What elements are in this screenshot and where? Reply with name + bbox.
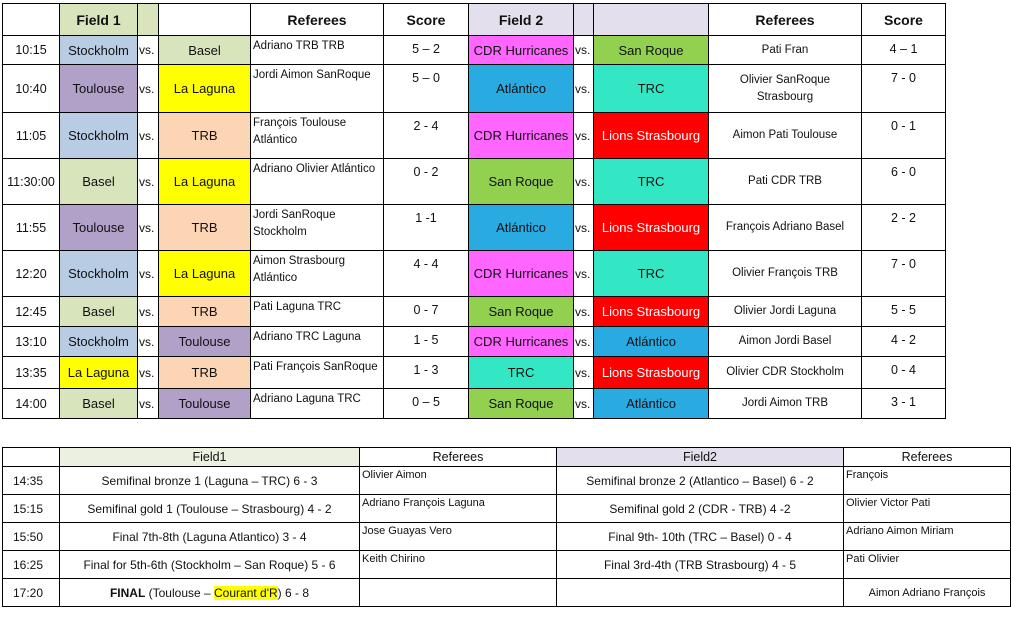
finals-row bbox=[3, 523, 1011, 551]
referees-cell: Pati Fran bbox=[709, 36, 862, 65]
table-row bbox=[3, 357, 946, 389]
referees-cell: François Toulouse Atlántico bbox=[251, 113, 384, 159]
match-time: 14:00 bbox=[3, 389, 60, 419]
score-cell: 7 - 0 bbox=[862, 251, 946, 297]
header-referees2: Referees bbox=[709, 4, 862, 36]
final-match-cell bbox=[60, 579, 360, 607]
team-cell: Atlántico bbox=[469, 205, 574, 251]
vs-label: vs. bbox=[574, 251, 594, 297]
team-cell: Toulouse bbox=[60, 65, 138, 113]
referees-cell: Pati CDR TRB bbox=[709, 159, 862, 205]
vs-label: vs. bbox=[138, 159, 159, 205]
vs-label: vs. bbox=[574, 65, 594, 113]
vs-label: vs. bbox=[574, 297, 594, 327]
referees-cell: Jordi SanRoque Stockholm bbox=[251, 205, 384, 251]
table-row bbox=[3, 159, 946, 205]
score-cell: 5 – 2 bbox=[384, 36, 469, 65]
referees-cell: François bbox=[844, 467, 1011, 495]
referees-cell: Aimon Adriano François bbox=[844, 579, 1011, 607]
header-score1: Score bbox=[384, 4, 469, 36]
table-row bbox=[3, 205, 946, 251]
team-cell: Toulouse bbox=[60, 205, 138, 251]
match-cell: Final 7th-8th (Laguna Atlantico) 3 - 4 bbox=[60, 523, 360, 551]
match-cell: Semifinal bronze 2 (Atlantico – Basel) 6 - 2 bbox=[557, 467, 844, 495]
vs-label: vs. bbox=[138, 357, 159, 389]
team-cell: TRB bbox=[159, 113, 251, 159]
team-cell: CDR Hurricanes bbox=[469, 36, 574, 65]
vs-label: vs. bbox=[574, 327, 594, 357]
team-cell: Atlántico bbox=[594, 327, 709, 357]
header-field2: Field 2 bbox=[469, 4, 574, 36]
team-cell: Toulouse bbox=[159, 327, 251, 357]
referees-cell: Adriano TRC Laguna bbox=[251, 327, 384, 357]
match-cell: Semifinal gold 2 (CDR - TRB) 4 -2 bbox=[557, 495, 844, 523]
vs-label: vs. bbox=[574, 36, 594, 65]
table-row bbox=[3, 389, 946, 419]
team-cell: Lions Strasbourg bbox=[594, 297, 709, 327]
match-time: 11:05 bbox=[3, 113, 60, 159]
final-teams-open: (Toulouse – bbox=[145, 585, 215, 600]
vs-label: vs. bbox=[138, 65, 159, 113]
table-header-row bbox=[3, 4, 946, 36]
team-cell: TRB bbox=[159, 357, 251, 389]
team-cell: TRC bbox=[594, 159, 709, 205]
referees-cell: Keith Chirino bbox=[360, 551, 557, 579]
score-cell: 0 - 1 bbox=[862, 113, 946, 159]
referees-cell: Aimon Jordi Basel bbox=[709, 327, 862, 357]
vs-label: vs. bbox=[138, 36, 159, 65]
vs-label: vs. bbox=[138, 327, 159, 357]
team-cell: Toulouse bbox=[159, 389, 251, 419]
match-time: 17:20 bbox=[3, 579, 60, 607]
match-cell: Semifinal gold 1 (Toulouse – Strasbourg) 4 - 2 bbox=[60, 495, 360, 523]
team-cell: TRC bbox=[594, 65, 709, 113]
score-cell: 4 - 4 bbox=[384, 251, 469, 297]
header-field2: Field2 bbox=[557, 448, 844, 467]
team-cell: La Laguna bbox=[159, 65, 251, 113]
header-field1: Field 1 bbox=[60, 4, 138, 36]
table-row bbox=[3, 327, 946, 357]
table-row bbox=[3, 113, 946, 159]
score-cell: 0 - 7 bbox=[384, 297, 469, 327]
match-time: 13:10 bbox=[3, 327, 60, 357]
team-cell: Atlántico bbox=[594, 389, 709, 419]
match-time: 12:45 bbox=[3, 297, 60, 327]
team-cell: Stockholm bbox=[60, 36, 138, 65]
team-cell: CDR Hurricanes bbox=[469, 113, 574, 159]
referees-cell: Olivier Aimon bbox=[360, 467, 557, 495]
header-referees2: Referees bbox=[844, 448, 1011, 467]
header-field1: Field1 bbox=[60, 448, 360, 467]
team-cell: Stockholm bbox=[60, 251, 138, 297]
score-cell: 7 - 0 bbox=[862, 65, 946, 113]
score-cell: 1 - 3 bbox=[384, 357, 469, 389]
referees-cell: Pati Olivier bbox=[844, 551, 1011, 579]
team-cell: CDR Hurricanes bbox=[469, 327, 574, 357]
table-row bbox=[3, 251, 946, 297]
referees-cell: Jose Guayas Vero bbox=[360, 523, 557, 551]
match-time: 15:15 bbox=[3, 495, 60, 523]
finals-row bbox=[3, 551, 1011, 579]
referees-cell: Aimon Strasbourg Atlántico bbox=[251, 251, 384, 297]
team-cell: Stockholm bbox=[60, 113, 138, 159]
team-cell: San Roque bbox=[469, 389, 574, 419]
finals-header-row bbox=[3, 448, 1011, 467]
score-cell: 5 – 0 bbox=[384, 65, 469, 113]
referees-cell: Pati Laguna TRC bbox=[251, 297, 384, 327]
referees-cell: Olivier CDR Stockholm bbox=[709, 357, 862, 389]
team-cell: TRC bbox=[469, 357, 574, 389]
match-cell bbox=[557, 579, 844, 607]
finals-table bbox=[2, 447, 1011, 607]
header-blank bbox=[159, 4, 251, 36]
team-cell: Lions Strasbourg bbox=[594, 113, 709, 159]
final-highlight: Courant d'R bbox=[214, 585, 278, 600]
match-time: 11:55 bbox=[3, 205, 60, 251]
team-cell: TRC bbox=[594, 251, 709, 297]
final-label: FINAL bbox=[109, 585, 146, 600]
score-cell: 3 - 1 bbox=[862, 389, 946, 419]
vs-label: vs. bbox=[574, 357, 594, 389]
group-stage-table bbox=[2, 3, 946, 419]
team-cell: TRB bbox=[159, 297, 251, 327]
header-blank bbox=[574, 4, 594, 36]
team-cell: Basel bbox=[60, 297, 138, 327]
match-time: 12:20 bbox=[3, 251, 60, 297]
vs-label: vs. bbox=[138, 389, 159, 419]
vs-label: vs. bbox=[138, 297, 159, 327]
vs-label: vs. bbox=[138, 113, 159, 159]
team-cell: TRB bbox=[159, 205, 251, 251]
match-time: 10:40 bbox=[3, 65, 60, 113]
match-time: 15:50 bbox=[3, 523, 60, 551]
header-time bbox=[3, 4, 60, 36]
team-cell: Stockholm bbox=[60, 327, 138, 357]
team-cell: La Laguna bbox=[159, 251, 251, 297]
vs-label: vs. bbox=[138, 251, 159, 297]
header-referees1: Referees bbox=[360, 448, 557, 467]
team-cell: La Laguna bbox=[60, 357, 138, 389]
team-cell: San Roque bbox=[594, 36, 709, 65]
score-cell: 1 - 5 bbox=[384, 327, 469, 357]
finals-row bbox=[3, 467, 1011, 495]
score-cell: 4 - 2 bbox=[862, 327, 946, 357]
vs-label: vs. bbox=[574, 159, 594, 205]
match-cell: Final for 5th-6th (Stockholm – San Roque) 5 - 6 bbox=[60, 551, 360, 579]
score-cell: 2 - 4 bbox=[384, 113, 469, 159]
final-teams-close: ) 6 - 8 bbox=[277, 585, 310, 600]
vs-label: vs. bbox=[574, 205, 594, 251]
header-time bbox=[3, 448, 60, 467]
match-time: 16:25 bbox=[3, 551, 60, 579]
referees-cell: Adriano Olivier Atlántico bbox=[251, 159, 384, 205]
team-cell: La Laguna bbox=[159, 159, 251, 205]
match-cell: Final 3rd-4th (TRB Strasbourg) 4 - 5 bbox=[557, 551, 844, 579]
referees-cell: Olivier Jordi Laguna bbox=[709, 297, 862, 327]
referees-cell: Aimon Pati Toulouse bbox=[709, 113, 862, 159]
final-row bbox=[3, 579, 1011, 607]
header-referees1: Referees bbox=[251, 4, 384, 36]
table-row bbox=[3, 65, 946, 113]
header-blank bbox=[594, 4, 709, 36]
referees-cell: Adriano Laguna TRC bbox=[251, 389, 384, 419]
team-cell: Lions Strasbourg bbox=[594, 205, 709, 251]
team-cell: Basel bbox=[60, 389, 138, 419]
team-cell: Atlántico bbox=[469, 65, 574, 113]
referees-cell: Adriano François Laguna bbox=[360, 495, 557, 523]
referees-cell: Adriano TRB TRB bbox=[251, 36, 384, 65]
score-cell: 0 – 5 bbox=[384, 389, 469, 419]
score-cell: 1 -1 bbox=[384, 205, 469, 251]
team-cell: CDR Hurricanes bbox=[469, 251, 574, 297]
table-row bbox=[3, 36, 946, 65]
referees-cell: François Adriano Basel bbox=[709, 205, 862, 251]
match-time: 14:35 bbox=[3, 467, 60, 495]
match-time: 13:35 bbox=[3, 357, 60, 389]
referees-cell: Jordi Aimon TRB bbox=[709, 389, 862, 419]
referees-cell: Olivier SanRoque Strasbourg bbox=[709, 65, 862, 113]
team-cell: San Roque bbox=[469, 159, 574, 205]
match-time: 11:30:00 bbox=[3, 159, 60, 205]
score-cell: 0 - 4 bbox=[862, 357, 946, 389]
vs-label: vs. bbox=[574, 389, 594, 419]
referees-cell: Jordi Aimon SanRoque bbox=[251, 65, 384, 113]
match-cell: Final 9th- 10th (TRC – Basel) 0 - 4 bbox=[557, 523, 844, 551]
table-row bbox=[3, 297, 946, 327]
team-cell: Lions Strasbourg bbox=[594, 357, 709, 389]
finals-row bbox=[3, 495, 1011, 523]
match-cell: Semifinal bronze 1 (Laguna – TRC) 6 - 3 bbox=[60, 467, 360, 495]
referees-cell: Olivier François TRB bbox=[709, 251, 862, 297]
match-time: 10:15 bbox=[3, 36, 60, 65]
referees-cell: Adriano Aimon Miriam bbox=[844, 523, 1011, 551]
header-score2: Score bbox=[862, 4, 946, 36]
referees-cell: Pati François SanRoque bbox=[251, 357, 384, 389]
team-cell: San Roque bbox=[469, 297, 574, 327]
team-cell: Basel bbox=[60, 159, 138, 205]
score-cell: 0 - 2 bbox=[384, 159, 469, 205]
vs-label: vs. bbox=[574, 113, 594, 159]
vs-label: vs. bbox=[138, 205, 159, 251]
referees-cell: Olivier Victor Pati bbox=[844, 495, 1011, 523]
score-cell: 6 - 0 bbox=[862, 159, 946, 205]
score-cell: 5 - 5 bbox=[862, 297, 946, 327]
header-blank bbox=[138, 4, 159, 36]
score-cell: 2 - 2 bbox=[862, 205, 946, 251]
team-cell: Basel bbox=[159, 36, 251, 65]
score-cell: 4 – 1 bbox=[862, 36, 946, 65]
referees-cell bbox=[360, 579, 557, 607]
